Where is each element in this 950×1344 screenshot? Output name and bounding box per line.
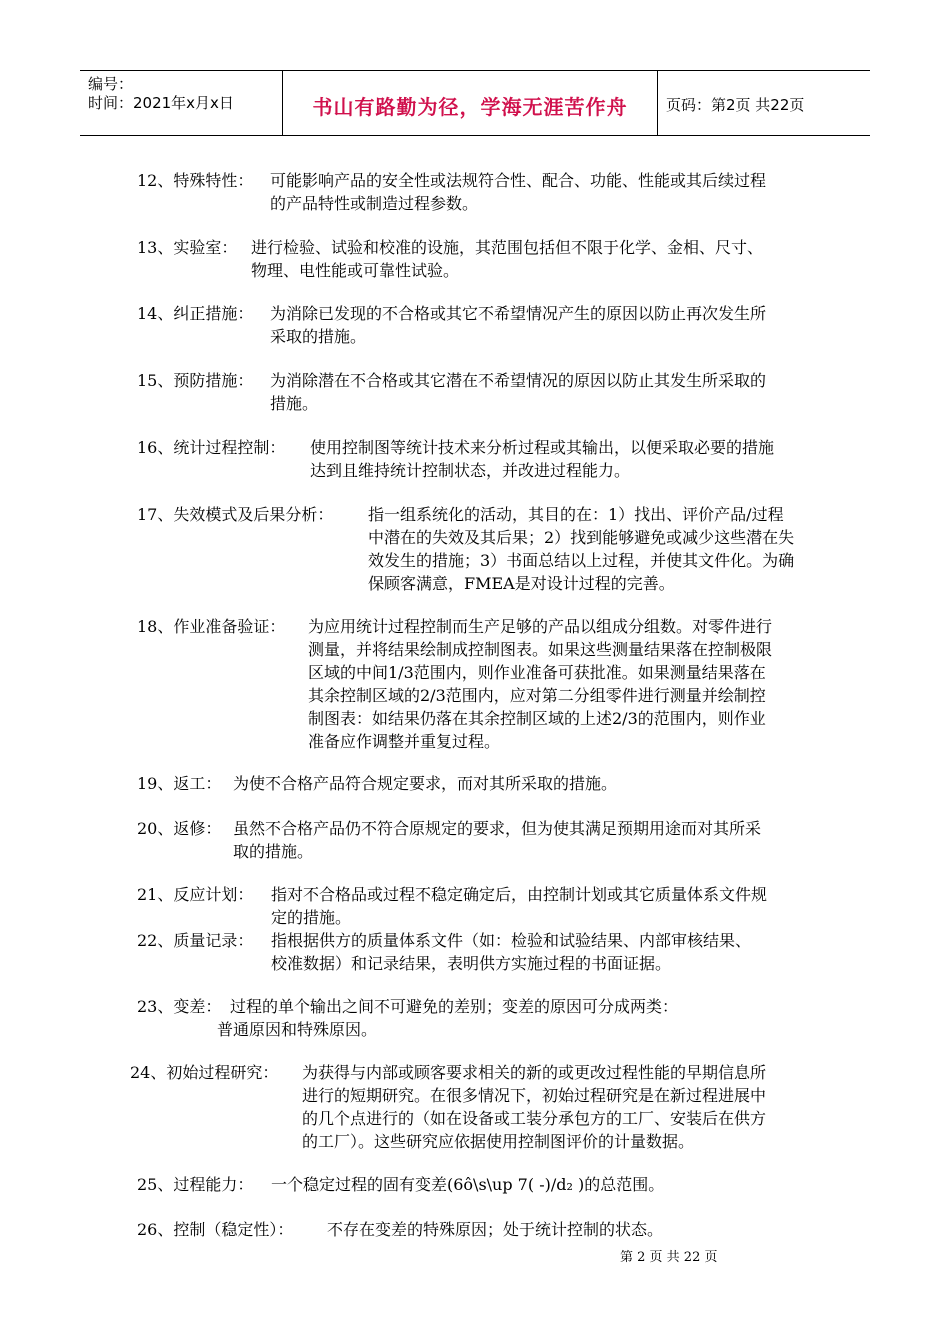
page-info: 页码：第2页 共22页 <box>666 96 805 114</box>
entry-term: 20、返修： <box>137 819 222 838</box>
entry-term: 24、初始过程研究： <box>130 1063 279 1082</box>
entry-line: 虽然不合格产品仍不符合原规定的要求，但为使其满足预期用途而对其所采 <box>233 819 762 838</box>
page-footer: 第 2 页 共 22 页 <box>620 1250 718 1265</box>
entry-line: 为获得与内部或顾客要求相关的新的或更改过程性能的早期信息所 <box>302 1063 767 1082</box>
entry-line: 一个稳定过程的固有变差(6ô\s\up 7( -)/d₂ )的总范围。 <box>271 1175 665 1194</box>
entry-term: 14、纠正措施： <box>137 304 254 323</box>
entry-term: 23、变差： <box>137 997 222 1016</box>
entry-line: 取的措施。 <box>233 842 314 861</box>
entry-line: 的工厂）。这些研究应依据使用控制图评价的计量数据。 <box>302 1132 695 1151</box>
entry-line: 进行检验、试验和校准的设施，其范围包括但不限于化学、金相、尺寸、 <box>251 238 764 257</box>
entry-line: 指根据供方的质量体系文件（如：检验和试验结果、内部审核结果、 <box>271 931 752 950</box>
entry-term: 16、统计过程控制： <box>137 438 286 457</box>
entry-line: 使用控制图等统计技术来分析过程或其输出，以便采取必要的措施 <box>310 438 775 457</box>
entry-line: 定的措施。 <box>271 908 352 927</box>
document-date-label: 时间：2021年x月x日 <box>88 94 234 112</box>
entry-line: 为应用统计过程控制而生产足够的产品以组成分组数。对零件进行 <box>308 617 773 636</box>
entry-term: 13、实验室： <box>137 238 238 257</box>
entry-term: 15、预防措施： <box>137 371 254 390</box>
entry-line: 可能影响产品的安全性或法规符合性、配合、功能、性能或其后续过程 <box>270 171 767 190</box>
entry-line: 为使不合格产品符合规定要求，而对其所采取的措施。 <box>233 774 618 793</box>
entry-line: 效发生的措施；3）书面总结以上过程，并使其文件化。为确 <box>368 551 795 570</box>
entry-line: 的几个点进行的（如在设备或工装分承包方的工厂、安装后在供方 <box>302 1109 767 1128</box>
entry-line: 制图表：如结果仍落在其余控制区域的上述2/3的范围内，则作业 <box>308 709 766 728</box>
entry-line: 保顾客满意，FMEA是对设计过程的完善。 <box>368 574 675 593</box>
entry-line: 措施。 <box>270 394 319 413</box>
entry-term: 26、控制（稳定性）： <box>137 1220 294 1239</box>
entry-line: 测量，并将结果绘制成控制图表。如果这些测量结果落在控制极限 <box>308 640 773 659</box>
entry-term: 18、作业准备验证： <box>137 617 286 636</box>
page-header <box>80 70 870 136</box>
entry-line: 为消除潜在不合格或其它潜在不希望情况的原因以防止其发生所采取的 <box>270 371 767 390</box>
entry-line: 准备应作调整并重复过程。 <box>308 732 501 751</box>
entry-line: 普通原因和特殊原因。 <box>217 1020 378 1039</box>
header-page-cell <box>658 71 870 135</box>
entry-term: 12、特殊特性： <box>137 171 254 190</box>
entry-line: 指一组系统化的活动，其目的在：1）找出、评价产品/过程 <box>368 505 784 524</box>
entry-line: 的产品特性或制造过程参数。 <box>270 194 479 213</box>
document-code-label: 编号： <box>88 75 134 93</box>
entry-line: 达到且维持统计控制状态，并改进过程能力。 <box>310 461 631 480</box>
entry-line: 校准数据）和记录结果，表明供方实施过程的书面证据。 <box>271 954 672 973</box>
entry-line: 进行的短期研究。在很多情况下，初始过程研究是在新过程进展中 <box>302 1086 767 1105</box>
entry-term: 21、反应计划： <box>137 885 254 904</box>
entry-line: 采取的措施。 <box>270 327 367 346</box>
entry-line: 过程的单个输出之间不可避免的差别；变差的原因可分成两类： <box>230 997 679 1016</box>
entry-line: 不存在变差的特殊原因；处于统计控制的状态。 <box>327 1220 664 1239</box>
entry-line: 物理、电性能或可靠性试验。 <box>251 261 460 280</box>
header-left-cell <box>80 71 280 135</box>
entry-term: 25、过程能力： <box>137 1175 254 1194</box>
header-motto-cell <box>282 71 658 135</box>
motto-text: 书山有路勤为径，学海无涯苦作舟 <box>312 95 628 119</box>
entry-term: 22、质量记录： <box>137 931 254 950</box>
entry-line: 区域的中间1/3范围内，则作业准备可获批准。如果测量结果落在 <box>308 663 766 682</box>
entry-line: 其余控制区域的2/3范围内，应对第二分组零件进行测量并绘制控 <box>308 686 766 705</box>
entry-term: 19、返工： <box>137 774 222 793</box>
entry-line: 为消除已发现的不合格或其它不希望情况产生的原因以防止再次发生所 <box>270 304 767 323</box>
entry-line: 指对不合格品或过程不稳定确定后，由控制计划或其它质量体系文件规 <box>271 885 768 904</box>
entry-line: 中潜在的失效及其后果；2）找到能够避免或减少这些潜在失 <box>368 528 795 547</box>
entry-term: 17、失效模式及后果分析： <box>137 505 334 524</box>
